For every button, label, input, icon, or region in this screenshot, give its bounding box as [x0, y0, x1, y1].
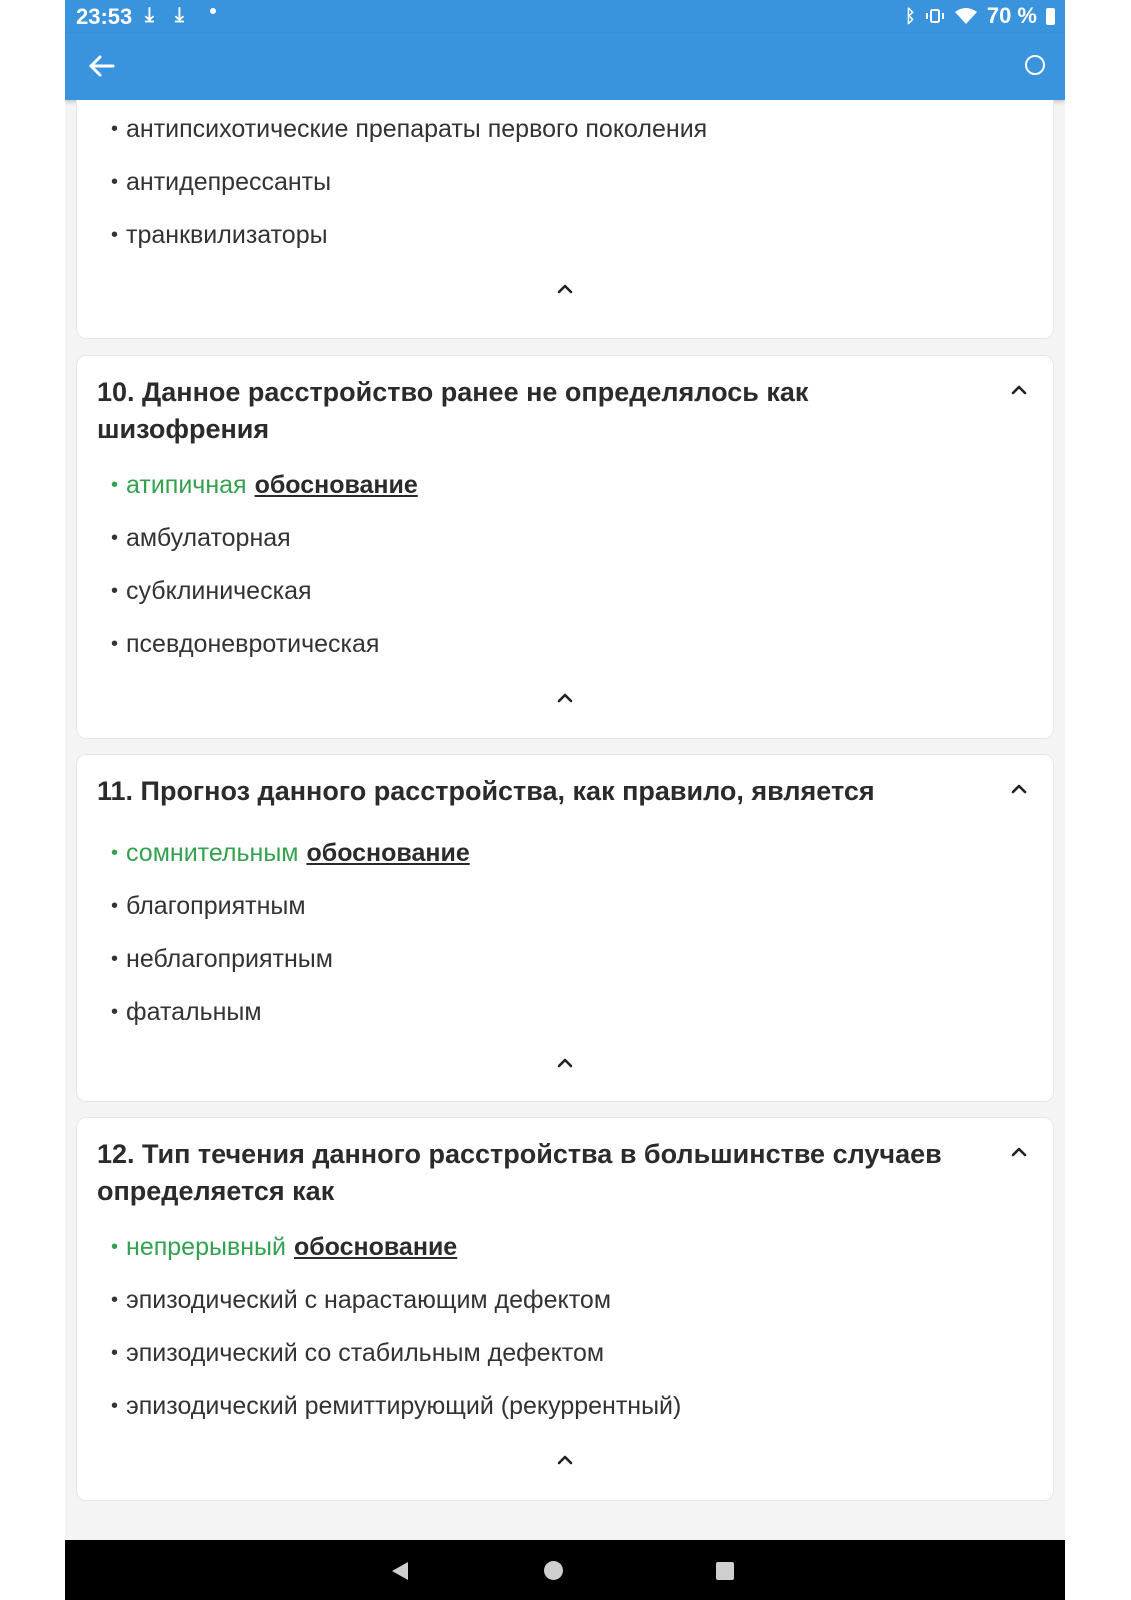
- bullet-icon: •: [111, 1395, 119, 1417]
- bullet-icon: •: [111, 527, 119, 549]
- bullet-icon: •: [111, 1001, 119, 1023]
- bullet-icon: •: [111, 842, 119, 864]
- chevron-up-icon[interactable]: [555, 690, 575, 704]
- bullet-icon: •: [111, 118, 119, 140]
- notification-dot-icon: [210, 8, 216, 14]
- download-icon: ⤓: [145, 4, 154, 26]
- answer-option[interactable]: • антидепрессанты: [111, 168, 332, 196]
- bullet-icon: •: [111, 1236, 119, 1258]
- bullet-icon: •: [111, 633, 119, 655]
- chevron-up-icon[interactable]: [555, 1452, 575, 1466]
- vibrate-icon: [925, 8, 945, 24]
- status-icons: [905, 3, 1055, 29]
- bullet-icon: •: [111, 948, 119, 970]
- answer-option[interactable]: • эпизодический ремиттирующий (рекуррентный): [111, 1392, 682, 1420]
- battery-icon: [1046, 8, 1055, 25]
- answer-option[interactable]: • псевдоневротическая: [111, 630, 380, 658]
- chevron-up-icon[interactable]: [555, 281, 575, 295]
- bullet-icon: •: [111, 1342, 119, 1364]
- bullet-icon: •: [111, 224, 119, 246]
- questions-list: [65, 100, 1065, 1540]
- bullet-icon: •: [111, 1289, 119, 1311]
- answer-option[interactable]: • антипсихотические препараты первого поколения: [111, 115, 708, 143]
- question-card: [76, 1117, 1054, 1501]
- app-bar: [65, 33, 1065, 100]
- bullet-icon: •: [111, 474, 119, 496]
- circle-action-button[interactable]: [1025, 55, 1045, 75]
- answer-option[interactable]: • эпизодический со стабильным дефектом: [111, 1339, 605, 1367]
- battery-percent: 70 %: [986, 3, 1037, 28]
- answer-option[interactable]: • амбулаторная: [111, 524, 291, 552]
- status-bar: [65, 0, 1065, 33]
- question-card: [76, 355, 1054, 739]
- reason-link[interactable]: обоснование: [306, 839, 470, 867]
- answer-option[interactable]: • фатальным: [111, 998, 262, 1026]
- bullet-icon: •: [111, 171, 119, 193]
- answer-option[interactable]: • транквилизаторы: [111, 221, 328, 249]
- question-title: 10. Данное расстройство ранее не определялось как шизофрения: [97, 377, 809, 444]
- chevron-up-icon[interactable]: [555, 1055, 575, 1069]
- question-card: [76, 754, 1054, 1102]
- answer-option[interactable]: • субклиническая: [111, 577, 312, 605]
- answer-option-correct[interactable]: • непрерывный обоснование: [111, 1233, 458, 1261]
- nav-back-icon[interactable]: [390, 1560, 410, 1582]
- question-title: 12. Тип течения данного расстройства в большинстве случаев определяется как: [97, 1139, 942, 1206]
- answer-option[interactable]: • эпизодический с нарастающим дефектом: [111, 1286, 612, 1314]
- chevron-up-icon[interactable]: [1009, 781, 1029, 795]
- reason-link[interactable]: обоснование: [293, 1233, 458, 1261]
- wifi-icon: [954, 7, 978, 25]
- answer-option[interactable]: • благоприятным: [111, 892, 306, 920]
- status-time: 23:53: [76, 4, 133, 29]
- answer-option-correct[interactable]: • атипичная обоснование: [111, 471, 418, 499]
- reason-link[interactable]: обоснование: [254, 471, 418, 499]
- chevron-up-icon[interactable]: [1009, 1144, 1029, 1158]
- answer-option-correct[interactable]: • сомнительным обоснование: [111, 839, 470, 867]
- bullet-icon: •: [111, 580, 119, 602]
- bullet-icon: •: [111, 895, 119, 917]
- nav-home-icon[interactable]: [544, 1561, 563, 1580]
- question-title: 11. Прогноз данного расстройства, как правило, является: [97, 776, 875, 806]
- bluetooth-icon: ᛒ: [905, 5, 916, 26]
- back-arrow-icon[interactable]: [85, 49, 119, 83]
- chevron-up-icon[interactable]: [1009, 382, 1029, 396]
- nav-recents-icon[interactable]: [716, 1562, 734, 1580]
- download-icon: ⤓: [175, 4, 184, 26]
- question-card: [76, 100, 1054, 339]
- device-screen: [65, 0, 1065, 1600]
- answer-option[interactable]: • неблагоприятным: [111, 945, 333, 973]
- system-nav-bar: [65, 1540, 1065, 1600]
